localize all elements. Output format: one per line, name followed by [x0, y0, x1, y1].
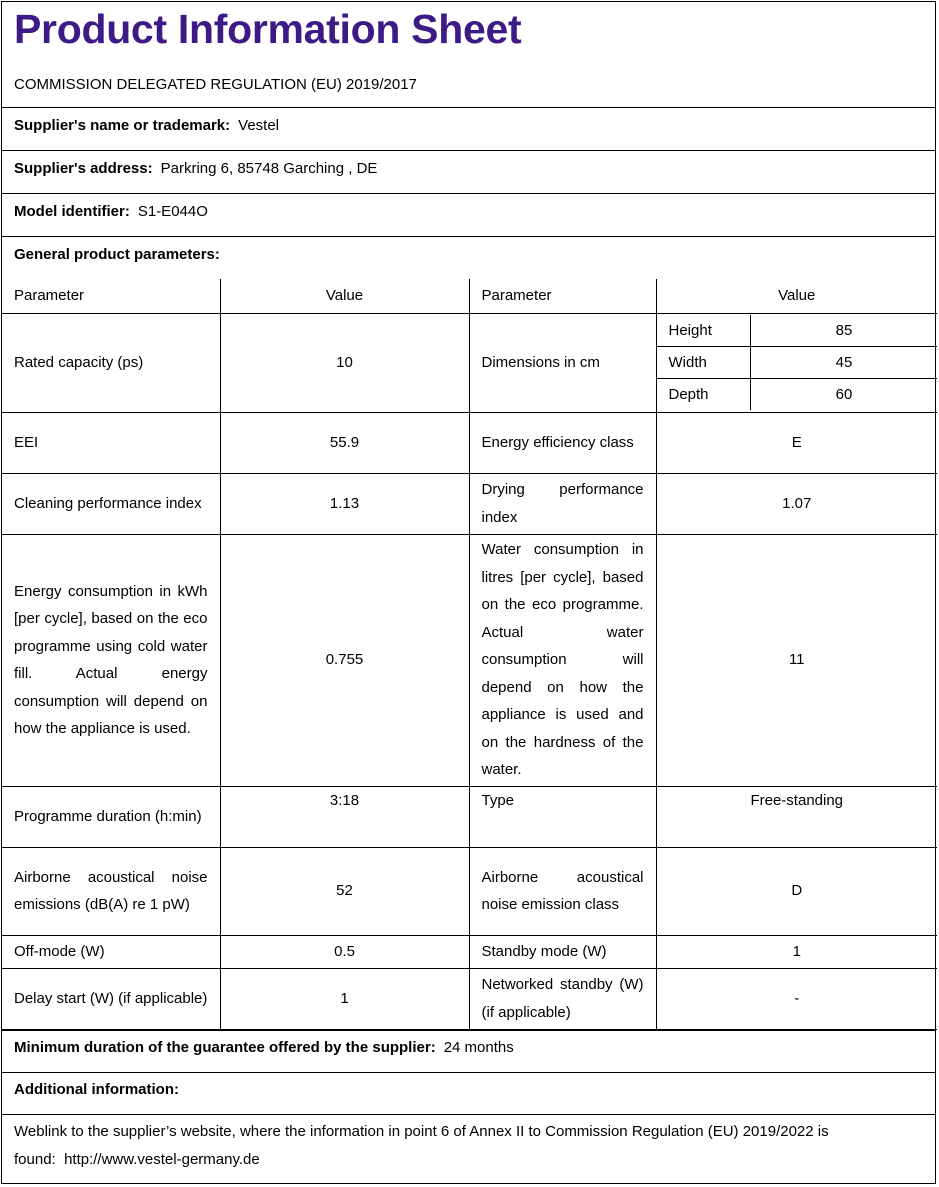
header-section	[2, 2, 935, 108]
noise-emissions-value: 52	[220, 847, 469, 935]
dimensions-label: Dimensions in cm	[469, 313, 656, 412]
height-label: Height	[657, 315, 751, 347]
drying-index-value: 1.07	[656, 473, 937, 534]
column-header-value: Value	[220, 279, 469, 313]
table-row	[2, 412, 937, 473]
supplier-name-row	[2, 108, 935, 151]
programme-duration-value: 3:18	[220, 786, 469, 847]
weblink-url[interactable]: http://www.vestel-germany.de	[64, 1151, 260, 1168]
table-row	[2, 786, 937, 847]
guarantee-row	[2, 1030, 935, 1073]
supplier-address-row	[2, 151, 935, 194]
model-identifier-label: Model identifier:	[14, 203, 130, 220]
additional-information-row	[2, 1073, 935, 1115]
supplier-name-value: Vestel	[238, 117, 280, 134]
width-label: Width	[657, 347, 751, 379]
width-value: 45	[751, 347, 938, 379]
eei-label: EEI	[2, 412, 220, 473]
off-mode-value: 0.5	[220, 935, 469, 968]
water-consumption-value: 11	[656, 534, 937, 786]
regulation-subtitle: COMMISSION DELEGATED REGULATION (EU) 2019/2017	[14, 76, 417, 93]
networked-standby-label: Networked standby (W) (if applicable)	[469, 968, 656, 1029]
height-value: 85	[751, 315, 938, 347]
parameters-table	[2, 279, 937, 1030]
rated-capacity-label: Rated capacity (ps)	[2, 313, 220, 412]
water-consumption-label: Water consumption in litres [per cycle], based on the eco programme. Actual water consumption will depend on how the appliance is used and on the hardness of the water.	[469, 534, 656, 786]
product-information-sheet	[1, 1, 936, 1184]
supplier-address-label: Supplier's address:	[14, 160, 153, 177]
delay-start-value: 1	[220, 968, 469, 1029]
energy-class-value: E	[656, 412, 937, 473]
weblink-text: Weblink to the supplier’s website, where the information in point 6 of Annex II to Commission Regulation (EU) 2019/2022 is found:	[14, 1123, 829, 1168]
guarantee-label: Minimum duration of the guarantee offered by the supplier:	[14, 1039, 436, 1056]
type-label: Type	[469, 786, 656, 847]
model-identifier-value: S1-E044O	[137, 203, 208, 220]
off-mode-label: Off-mode (W)	[2, 935, 220, 968]
dimensions-subtable	[657, 315, 938, 410]
cleaning-index-label: Cleaning performance index	[2, 473, 220, 534]
table-header-row	[2, 279, 937, 313]
noise-class-value: D	[656, 847, 937, 935]
energy-consumption-value: 0.755	[220, 534, 469, 786]
type-value: Free-standing	[656, 786, 937, 847]
table-row	[2, 935, 937, 968]
table-row	[2, 473, 937, 534]
noise-class-label: Airborne acoustical noise emission class	[469, 847, 656, 935]
drying-index-label: Drying performance index	[469, 473, 656, 534]
general-parameters-row	[2, 237, 935, 279]
table-row	[2, 313, 937, 412]
depth-value: 60	[751, 379, 938, 411]
energy-consumption-label: Energy consumption in kWh [per cycle], based on the eco programme using cold water fill. Actual energy consumption will depend on how the appliance is used.	[2, 534, 220, 786]
dimensions-cell	[656, 313, 937, 412]
weblink-paragraph	[14, 1118, 914, 1174]
supplier-address-value: Parkring 6, 85748 Garching , DE	[160, 160, 378, 177]
table-row	[2, 847, 937, 935]
model-identifier-row	[2, 194, 935, 237]
networked-standby-value: -	[656, 968, 937, 1029]
page-title: Product Information Sheet	[14, 6, 522, 52]
standby-label: Standby mode (W)	[469, 935, 656, 968]
general-parameters-label: General product parameters:	[14, 246, 220, 263]
cleaning-index-value: 1.13	[220, 473, 469, 534]
eei-value: 55.9	[220, 412, 469, 473]
table-row	[2, 968, 937, 1029]
noise-emissions-label: Airborne acoustical noise emissions (dB(A) re 1 pW)	[2, 847, 220, 935]
delay-start-label: Delay start (W) (if applicable)	[2, 968, 220, 1029]
standby-value: 1	[656, 935, 937, 968]
column-header-parameter: Parameter	[2, 279, 220, 313]
depth-label: Depth	[657, 379, 751, 411]
additional-information-label: Additional information:	[14, 1081, 179, 1098]
column-header-parameter: Parameter	[469, 279, 656, 313]
supplier-name-label: Supplier's name or trademark:	[14, 117, 231, 134]
programme-duration-label: Programme duration (h:min)	[2, 786, 220, 847]
table-row	[2, 534, 937, 786]
energy-class-label: Energy efficiency class	[469, 412, 656, 473]
guarantee-value: 24 months	[443, 1039, 514, 1056]
column-header-value: Value	[656, 279, 937, 313]
rated-capacity-value: 10	[220, 313, 469, 412]
